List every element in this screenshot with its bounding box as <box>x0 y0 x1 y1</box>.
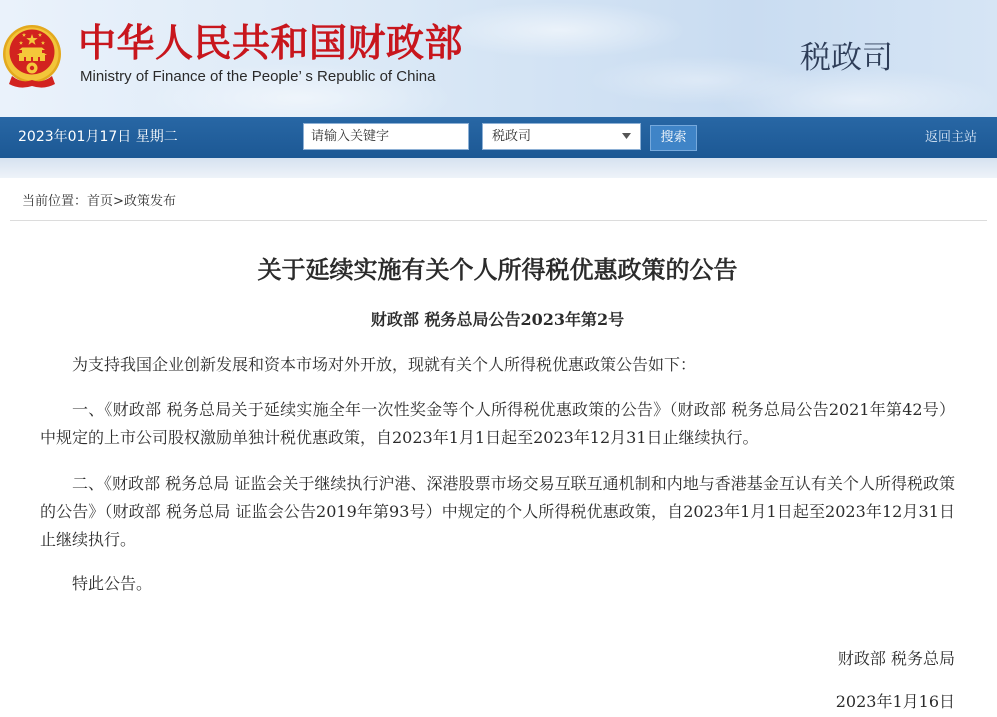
department-title: 税政司 <box>800 40 893 76</box>
article-date: 2023年1月16日 <box>835 692 955 711</box>
national-emblem-icon[interactable] <box>1 18 63 90</box>
search-button[interactable]: 搜索 <box>650 125 697 151</box>
article <box>40 221 955 715</box>
return-home-link[interactable]: 返回主站 <box>924 130 977 145</box>
search-input[interactable] <box>303 123 469 150</box>
current-date: 2023年01月17日 星期二 <box>18 129 178 145</box>
article-signature: 财政部 税务总局 <box>837 649 955 668</box>
article-paragraph: 二、《财政部 税务总局 证监会关于继续执行沪港、深港股票市场交易互联互通机制和内地与香港基金互认有关个人所得税政策的公告》（财政部 税务总局 证监会公告2019年第93号）中规定的个人所得税优惠政策，自2023年1月1日起至2023年12月31日止继续执行。 <box>40 474 955 549</box>
document-number: 财政部 税务总局公告2023年第2号 <box>370 310 625 329</box>
breadcrumb <box>22 190 176 214</box>
top-navbar <box>0 117 997 158</box>
breadcrumb-home-link[interactable]: 首页 <box>87 194 114 209</box>
site-title-english: Ministry of Finance of the People’ s Republic of China <box>80 68 436 85</box>
article-paragraph: 为支持我国企业创新发展和资本市场对外开放，现就有关个人所得税优惠政策公告如下： <box>72 355 697 374</box>
article-closing: 特此公告。 <box>72 574 153 593</box>
article-paragraph: 一、《财政部 税务总局关于延续实施全年一次性奖金等个人所得税优惠政策的公告》（财政部 税务总局公告2021年第42号）中规定的上市公司股权激励单独计税优惠政策，自2023年1月1日起至2023年12月31日止继续执行。 <box>40 400 955 447</box>
breadcrumb-prefix: 当前位置： <box>22 194 88 209</box>
search-scope-select[interactable] <box>482 123 641 150</box>
site-banner <box>0 0 997 117</box>
site-title[interactable]: 中华人民共和国财政部 <box>78 21 464 65</box>
nav-underline-strip <box>0 158 997 178</box>
breadcrumb-separator: > <box>113 194 124 209</box>
caret-down-icon <box>622 133 631 140</box>
article-title: 关于延续实施有关个人所得税优惠政策的公告 <box>257 256 738 284</box>
breadcrumb-policy-link[interactable]: 政策发布 <box>123 194 176 209</box>
search-scope-selected: 税政司 <box>492 129 532 144</box>
